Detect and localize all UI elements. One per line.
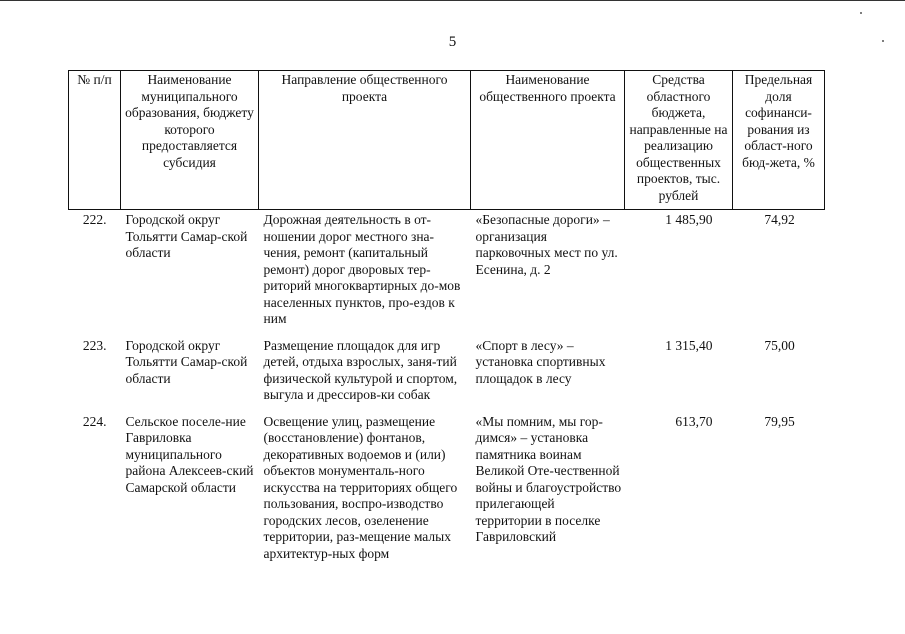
row-num: 223. <box>82 337 107 353</box>
header-num: № п/п <box>69 71 121 210</box>
row-project: «Спорт в лесу» – установка спортивных площадок в лесу <box>475 337 606 386</box>
table-row <box>69 210 825 336</box>
row-share: 79,95 <box>764 413 795 429</box>
header-budget: Средства областного бюджета, направленные на реализацию общественных проектов, тыс. рублей <box>625 71 733 210</box>
row-share: 74,92 <box>764 212 795 227</box>
row-municipality: Городской округ Тольятти Самар-ской области <box>125 212 248 260</box>
table-row <box>69 412 825 571</box>
row-direction: Освещение улиц, размещение (восстановление) фонтанов, декоративных водоемов и (или) объектов монументаль-ного искусства на территориях общего пользования, воспро-изводство городских лесов, озеленение территории, раз-мещение малых архитектур-ных форм <box>263 413 458 561</box>
row-share: 75,00 <box>764 337 795 353</box>
header-direction: Направление общественного проекта <box>259 71 471 210</box>
row-municipality: Городской округ Тольятти Самар-ской области <box>125 337 248 386</box>
row-budget: 1 485,90 <box>665 212 713 227</box>
header-municipality: Наименование муниципального образования, бюджету которого предоставляется субсидия <box>121 71 259 210</box>
page-number: 5 <box>448 34 457 50</box>
row-direction: Дорожная деятельность в от-ношении дорог местного зна-чения, ремонт (капитальный ремонт) дорог дворовых тер-риторий многоквартирных до-мов населенных пунктов, про-ездов к ним <box>263 212 461 326</box>
subsidy-table <box>68 70 825 570</box>
row-budget: 613,70 <box>675 413 713 429</box>
row-project: «Мы помним, мы гор-димся» – установка памятника воинам Великой Оте-чественной войны и благоустройство прилегающей территории в поселке Гавриловский <box>475 413 622 544</box>
row-direction: Размещение площадок для игр детей, отдыха взрослых, заня-тий физической культурой и спортом, выгула и дрессиров-ки собак <box>263 337 458 402</box>
row-budget: 1 315,40 <box>665 337 713 353</box>
table-row <box>69 336 825 412</box>
header-project: Наименование общественного проекта <box>471 71 625 210</box>
row-num: 224. <box>82 413 107 429</box>
row-project: «Безопасные дороги» – организация парковочных мест по ул. Есенина, д. 2 <box>475 212 618 277</box>
header-share: Предельная доля софинанси-рования из област-ного бюд-жета, % <box>733 71 825 210</box>
row-municipality: Сельское поселе-ние Гавриловка муниципального района Алексеев-ский Самарской области <box>125 413 254 495</box>
scan-edge-line <box>0 0 905 1</box>
scan-speck <box>860 12 862 14</box>
table-header-row <box>69 71 825 210</box>
row-num: 222. <box>82 212 107 227</box>
